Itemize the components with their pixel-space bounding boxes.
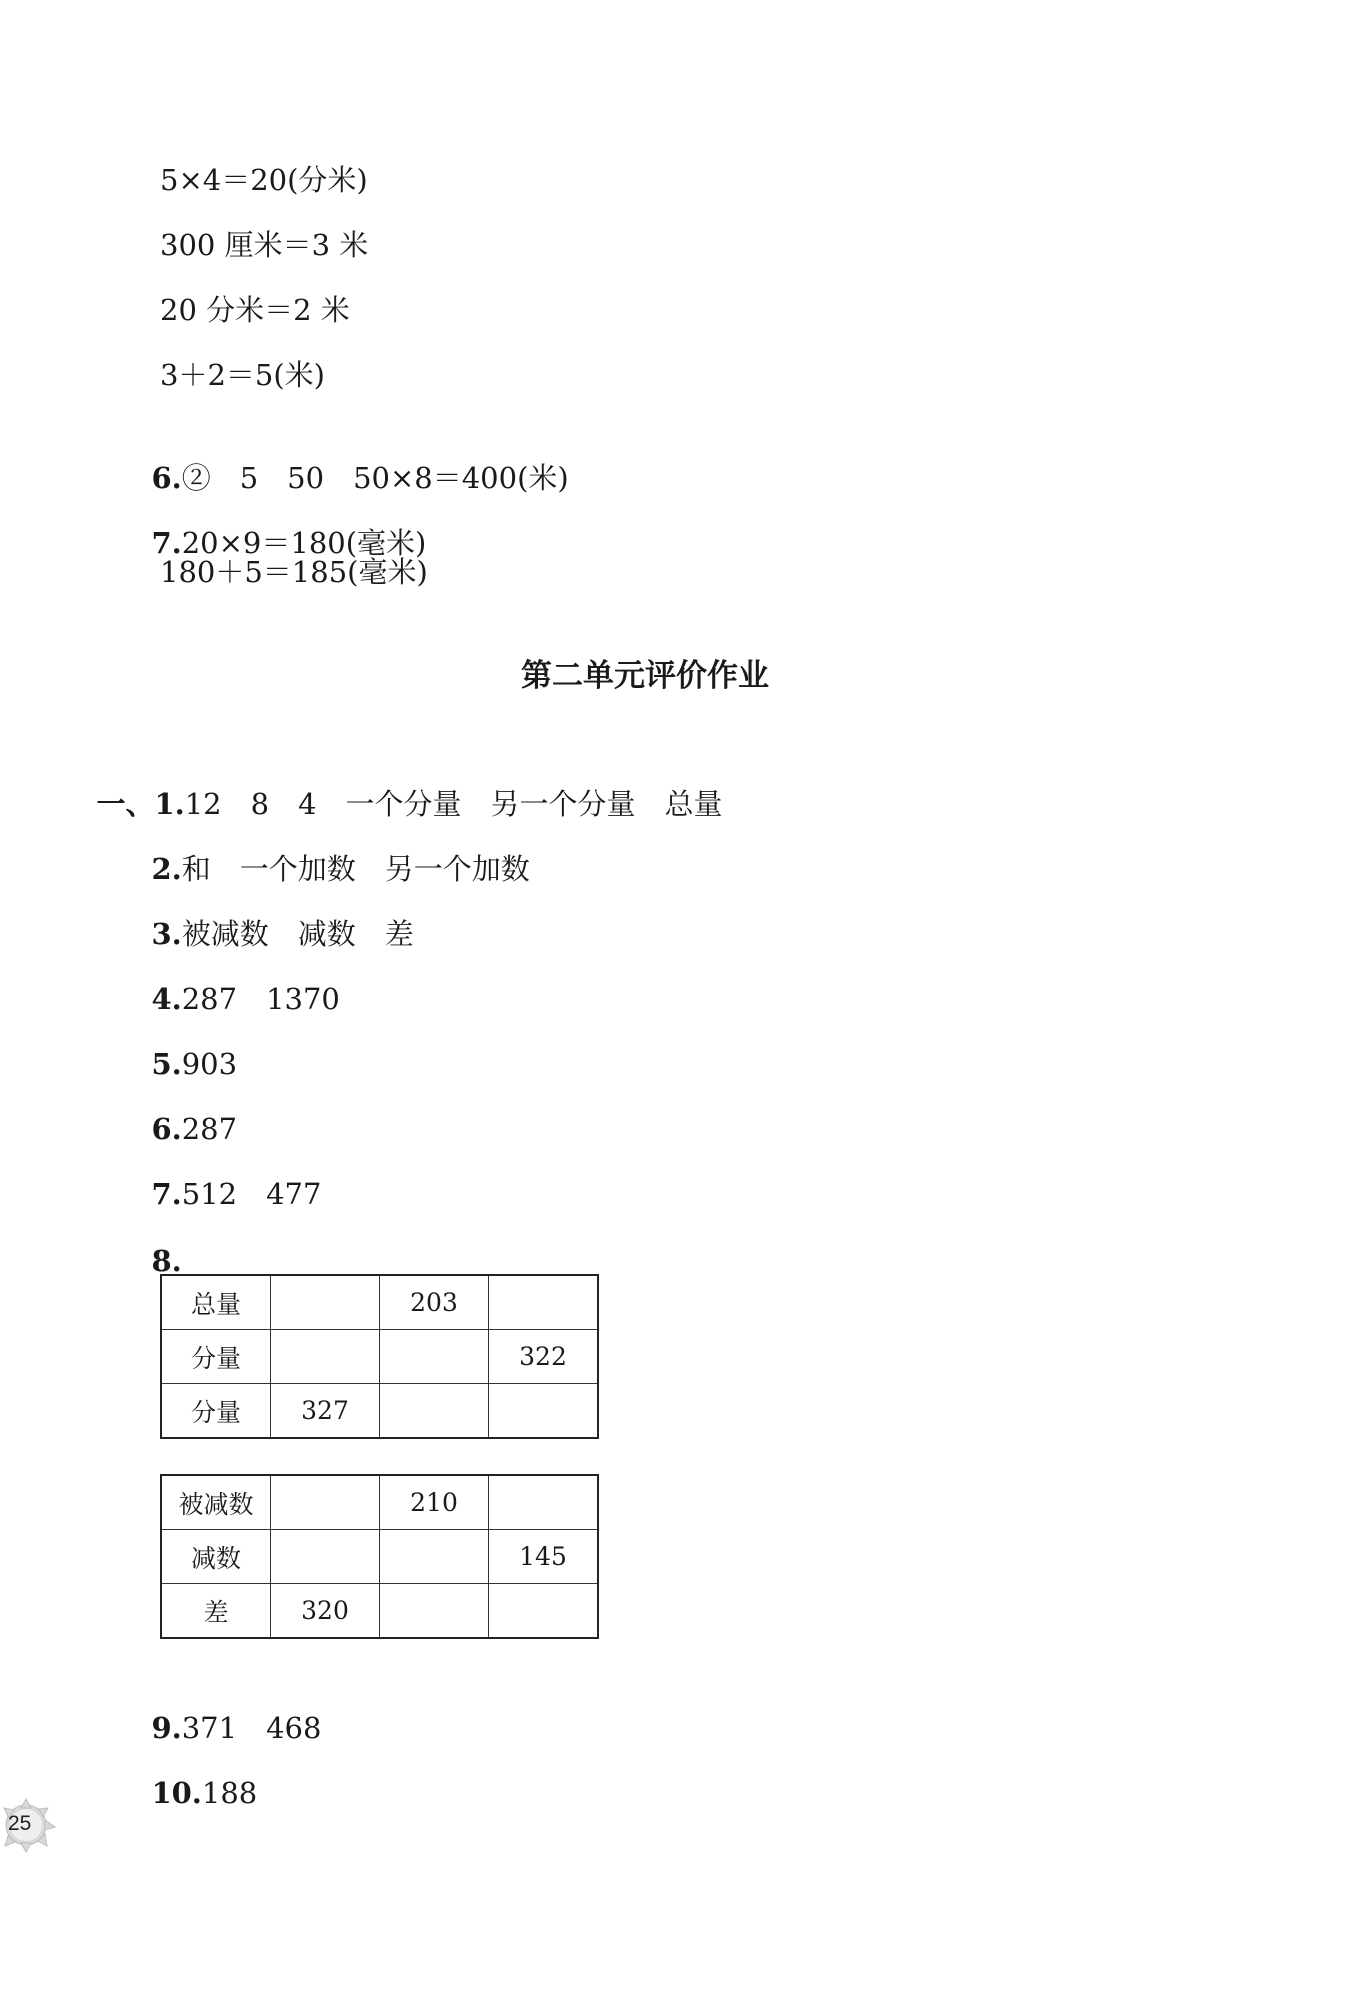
table-cell (489, 1384, 599, 1439)
table-cell: 被减数 (161, 1475, 271, 1530)
question-number: 2. (151, 852, 182, 886)
table-cell: 210 (380, 1475, 489, 1530)
table-cell (380, 1530, 489, 1584)
question-4 (133, 945, 340, 1017)
table-cell (489, 1584, 599, 1639)
answer-line: 180＋5＝185(毫米) (160, 555, 428, 589)
table-cell (271, 1275, 380, 1330)
answer-text: 12 8 4 一个分量 另一个分量 总量 (184, 787, 723, 821)
question-number: 3. (151, 917, 182, 951)
table-row (161, 1384, 598, 1439)
question-5 (133, 1010, 237, 1082)
question-number: 8. (151, 1244, 182, 1278)
question-number: 5. (151, 1047, 182, 1081)
answer-text: 287 1370 (181, 982, 340, 1016)
question-number: 6. (151, 1112, 182, 1146)
table-cell (380, 1330, 489, 1384)
table-cell (271, 1530, 380, 1584)
table-row (161, 1475, 598, 1530)
answer-text: 512 477 (181, 1177, 322, 1211)
question-number: 1. (154, 787, 185, 821)
table-cell: 总量 (161, 1275, 271, 1330)
answer-text: ② 5 50 50×8＝400(米) (181, 461, 569, 495)
question-number: 6. (151, 461, 182, 495)
table-cell (271, 1475, 380, 1530)
answer-text: 287 (181, 1112, 238, 1146)
table-cell (271, 1330, 380, 1384)
answer-line: 300 厘米＝3 米 (160, 228, 369, 262)
table-cell: 减数 (161, 1530, 271, 1584)
question-number: 7. (151, 526, 182, 560)
table-row (161, 1330, 598, 1384)
subtraction-table (160, 1474, 599, 1639)
question-number: 10. (151, 1776, 202, 1810)
answer-text: 188 (201, 1776, 258, 1810)
answer-line: 3＋2＝5(米) (160, 358, 325, 392)
question-10 (133, 1739, 257, 1811)
question-number: 7. (151, 1177, 182, 1211)
question-6b (133, 1075, 237, 1147)
table-cell: 320 (271, 1584, 380, 1639)
question-number: 9. (151, 1711, 182, 1745)
table-cell (489, 1475, 599, 1530)
answer-text: 和 一个加数 另一个加数 (181, 852, 530, 886)
table-cell (380, 1584, 489, 1639)
quantity-table (160, 1274, 599, 1439)
page-number: 25 (8, 1812, 32, 1835)
table-cell (380, 1384, 489, 1439)
table-cell: 分量 (161, 1384, 271, 1439)
table-row (161, 1584, 598, 1639)
section-title: 第二单元评价作业 (521, 658, 769, 694)
question-7b (133, 1140, 321, 1212)
table-cell (489, 1275, 599, 1330)
table-row (161, 1275, 598, 1330)
table-cell: 145 (489, 1530, 599, 1584)
question-7 (133, 489, 426, 561)
question-6 (133, 424, 569, 496)
part-prefix: 一、 (96, 787, 155, 821)
answer-text: 371 468 (181, 1711, 322, 1745)
question-1 (78, 750, 723, 822)
table-cell: 差 (161, 1584, 271, 1639)
answer-line: 20 分米＝2 米 (160, 293, 350, 327)
answer-text: 903 (181, 1047, 238, 1081)
answer-line: 5×4＝20(分米) (160, 163, 368, 197)
answer-text: 被减数 减数 差 (181, 917, 414, 951)
answer-text: 20×9＝180(毫米) (181, 526, 427, 560)
table-row (161, 1530, 598, 1584)
table-cell: 分量 (161, 1330, 271, 1384)
table-cell: 203 (380, 1275, 489, 1330)
question-3 (133, 880, 414, 952)
question-number: 4. (151, 982, 182, 1016)
table-cell: 327 (271, 1384, 380, 1439)
question-8 (133, 1207, 182, 1279)
question-9 (133, 1674, 321, 1746)
question-2 (133, 815, 530, 887)
table-cell: 322 (489, 1330, 599, 1384)
